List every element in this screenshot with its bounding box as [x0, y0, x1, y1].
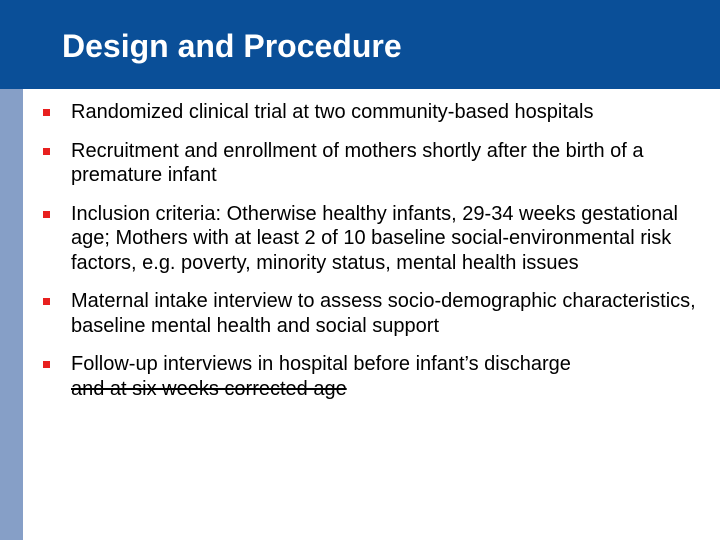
bullet-text: Recruitment and enrollment of mothers shortly after the birth of a premature infant [71, 139, 644, 186]
red-square-bullet-icon [43, 211, 50, 218]
bullet-text: Randomized clinical trial at two community-based hospitals [71, 101, 594, 123]
bullet-item-follow-up [42, 352, 712, 401]
bullet-item-recruitment [42, 139, 712, 188]
bullet-list [42, 100, 712, 415]
bullet-text: Maternal intake interview to assess socio-demographic characteristics, baseline mental health and social support [71, 290, 696, 337]
red-square-bullet-icon [43, 361, 50, 368]
red-square-bullet-icon [43, 148, 50, 155]
bullet-item-intake-interview [42, 289, 712, 338]
red-square-bullet-icon [43, 298, 50, 305]
bullet-item-trial [42, 100, 712, 125]
left-accent-bar [0, 89, 23, 540]
follow-up-struck-line: and at six weeks corrected age [71, 377, 347, 400]
bullet-text [71, 352, 712, 401]
title-bar [0, 0, 720, 89]
follow-up-line-1: Follow-up interviews in hospital before infant’s discharge [71, 353, 571, 375]
red-square-bullet-icon [43, 109, 50, 116]
bullet-text: Inclusion criteria: Otherwise healthy infants, 29-34 weeks gestational age; Mothers with at least 2 of 10 baseline social-environmental risk factors, e.g. poverty, minority status, mental health issues [71, 202, 678, 274]
bullet-item-inclusion-criteria [42, 202, 712, 276]
slide-title: Design and Procedure [62, 28, 402, 64]
